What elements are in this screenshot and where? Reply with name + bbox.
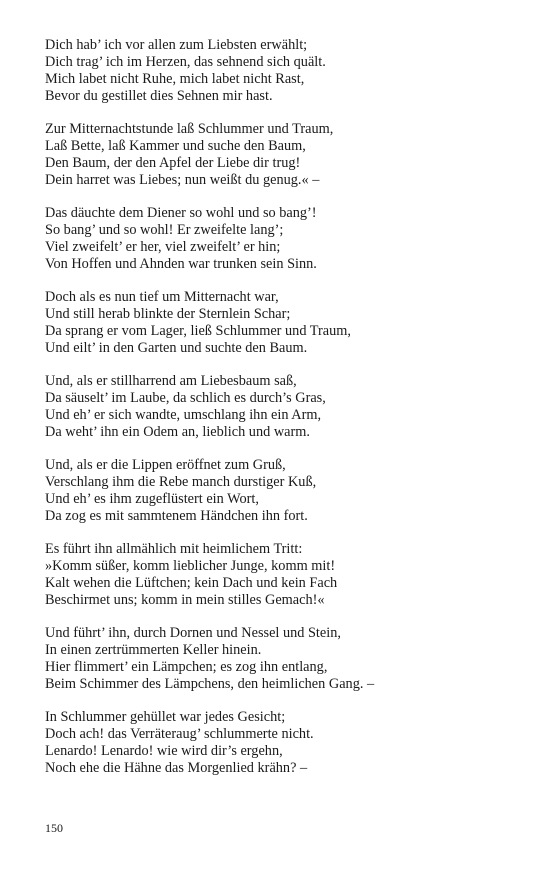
poem-line: Beschirmet uns; komm in mein stilles Gemach!«: [45, 592, 325, 608]
poem-line: Da säuselt’ im Laube, da schlich es durch’s Gras,: [45, 390, 326, 406]
stanza-3: [45, 205, 515, 273]
poem-line: Da sprang er vom Lager, ließ Schlummer und Traum,: [45, 323, 351, 339]
stanza-7: [45, 541, 515, 609]
poem-line: Von Hoffen und Ahnden war trunken sein Sinn.: [45, 256, 317, 272]
poem-line: Den Baum, der den Apfel der Liebe dir trug!: [45, 155, 301, 171]
page-number: 150: [45, 821, 63, 835]
poem-line: Zur Mitternachtstunde laß Schlummer und Traum,: [45, 121, 334, 137]
poem-line: Doch ach! das Verräteraug’ schlummerte nicht.: [45, 726, 314, 742]
poem-line: Verschlang ihm die Rebe manch durstiger Kuß,: [45, 474, 317, 490]
stanza-1: [45, 37, 515, 105]
stanza-2: [45, 121, 515, 189]
poem-line: Viel zweifelt’ er her, viel zweifelt’ er hin;: [45, 239, 281, 255]
poem-line: So bang’ und so wohl! Er zweifelte lang’;: [45, 222, 284, 238]
poem-line: Doch als es nun tief um Mitternacht war,: [45, 289, 279, 305]
poem-line: Hier flimmert’ ein Lämpchen; es zog ihn entlang,: [45, 659, 328, 675]
poem-line: Dein harret was Liebes; nun weißt du genug.« –: [45, 172, 320, 188]
poem-line: Es führt ihn allmählich mit heimlichem Tritt:: [45, 541, 303, 557]
stanza-4: [45, 289, 515, 357]
poem-line: Und führt’ ihn, durch Dornen und Nessel und Stein,: [45, 625, 341, 641]
poem-line: »Komm süßer, komm lieblicher Junge, komm mit!: [45, 558, 336, 574]
poem-line: Bevor du gestillet dies Sehnen mir hast.: [45, 88, 273, 104]
stanza-9: [45, 709, 515, 777]
poem-line: Und still herab blinkte der Sternlein Schar;: [45, 306, 291, 322]
poem-line: Dich trag’ ich im Herzen, das sehnend sich quält.: [45, 54, 326, 70]
poem-line: In Schlummer gehüllet war jedes Gesicht;: [45, 709, 286, 725]
poem-line: Und, als er die Lippen eröffnet zum Gruß,: [45, 457, 286, 473]
stanza-6: [45, 457, 515, 525]
poem-line: Beim Schimmer des Lämpchens, den heimlichen Gang. –: [45, 676, 375, 692]
poem-line: Kalt wehen die Lüftchen; kein Dach und kein Fach: [45, 575, 338, 591]
poem-line: Noch ehe die Hähne das Morgenlied krähn? –: [45, 760, 308, 776]
poem-line: Dich hab’ ich vor allen zum Liebsten erwählt;: [45, 37, 308, 53]
poem-line: Da zog es mit sammtenem Händchen ihn fort.: [45, 508, 308, 524]
poem-line: Lenardo! Lenardo! wie wird dir’s ergehn,: [45, 743, 283, 759]
poem-line: Und eh’ es ihm zugeflüstert ein Wort,: [45, 491, 259, 507]
poem-line: Und eilt’ in den Garten und suchte den Baum.: [45, 340, 308, 356]
poem-line: Mich labet nicht Ruhe, mich labet nicht Rast,: [45, 71, 305, 87]
poem-line: Und, als er stillharrend am Liebesbaum saß,: [45, 373, 297, 389]
poem-line: In einen zertrümmerten Keller hinein.: [45, 642, 262, 658]
poem-line: Da weht’ ihn ein Odem an, lieblich und warm.: [45, 424, 310, 440]
poem-line: Laß Bette, laß Kammer und suche den Baum,: [45, 138, 306, 154]
poem-body: [45, 37, 515, 793]
poem-line: Und eh’ er sich wandte, umschlang ihn ein Arm,: [45, 407, 322, 423]
stanza-5: [45, 373, 515, 441]
poem-line: Das däuchte dem Diener so wohl und so bang’!: [45, 205, 317, 221]
stanza-8: [45, 625, 515, 693]
